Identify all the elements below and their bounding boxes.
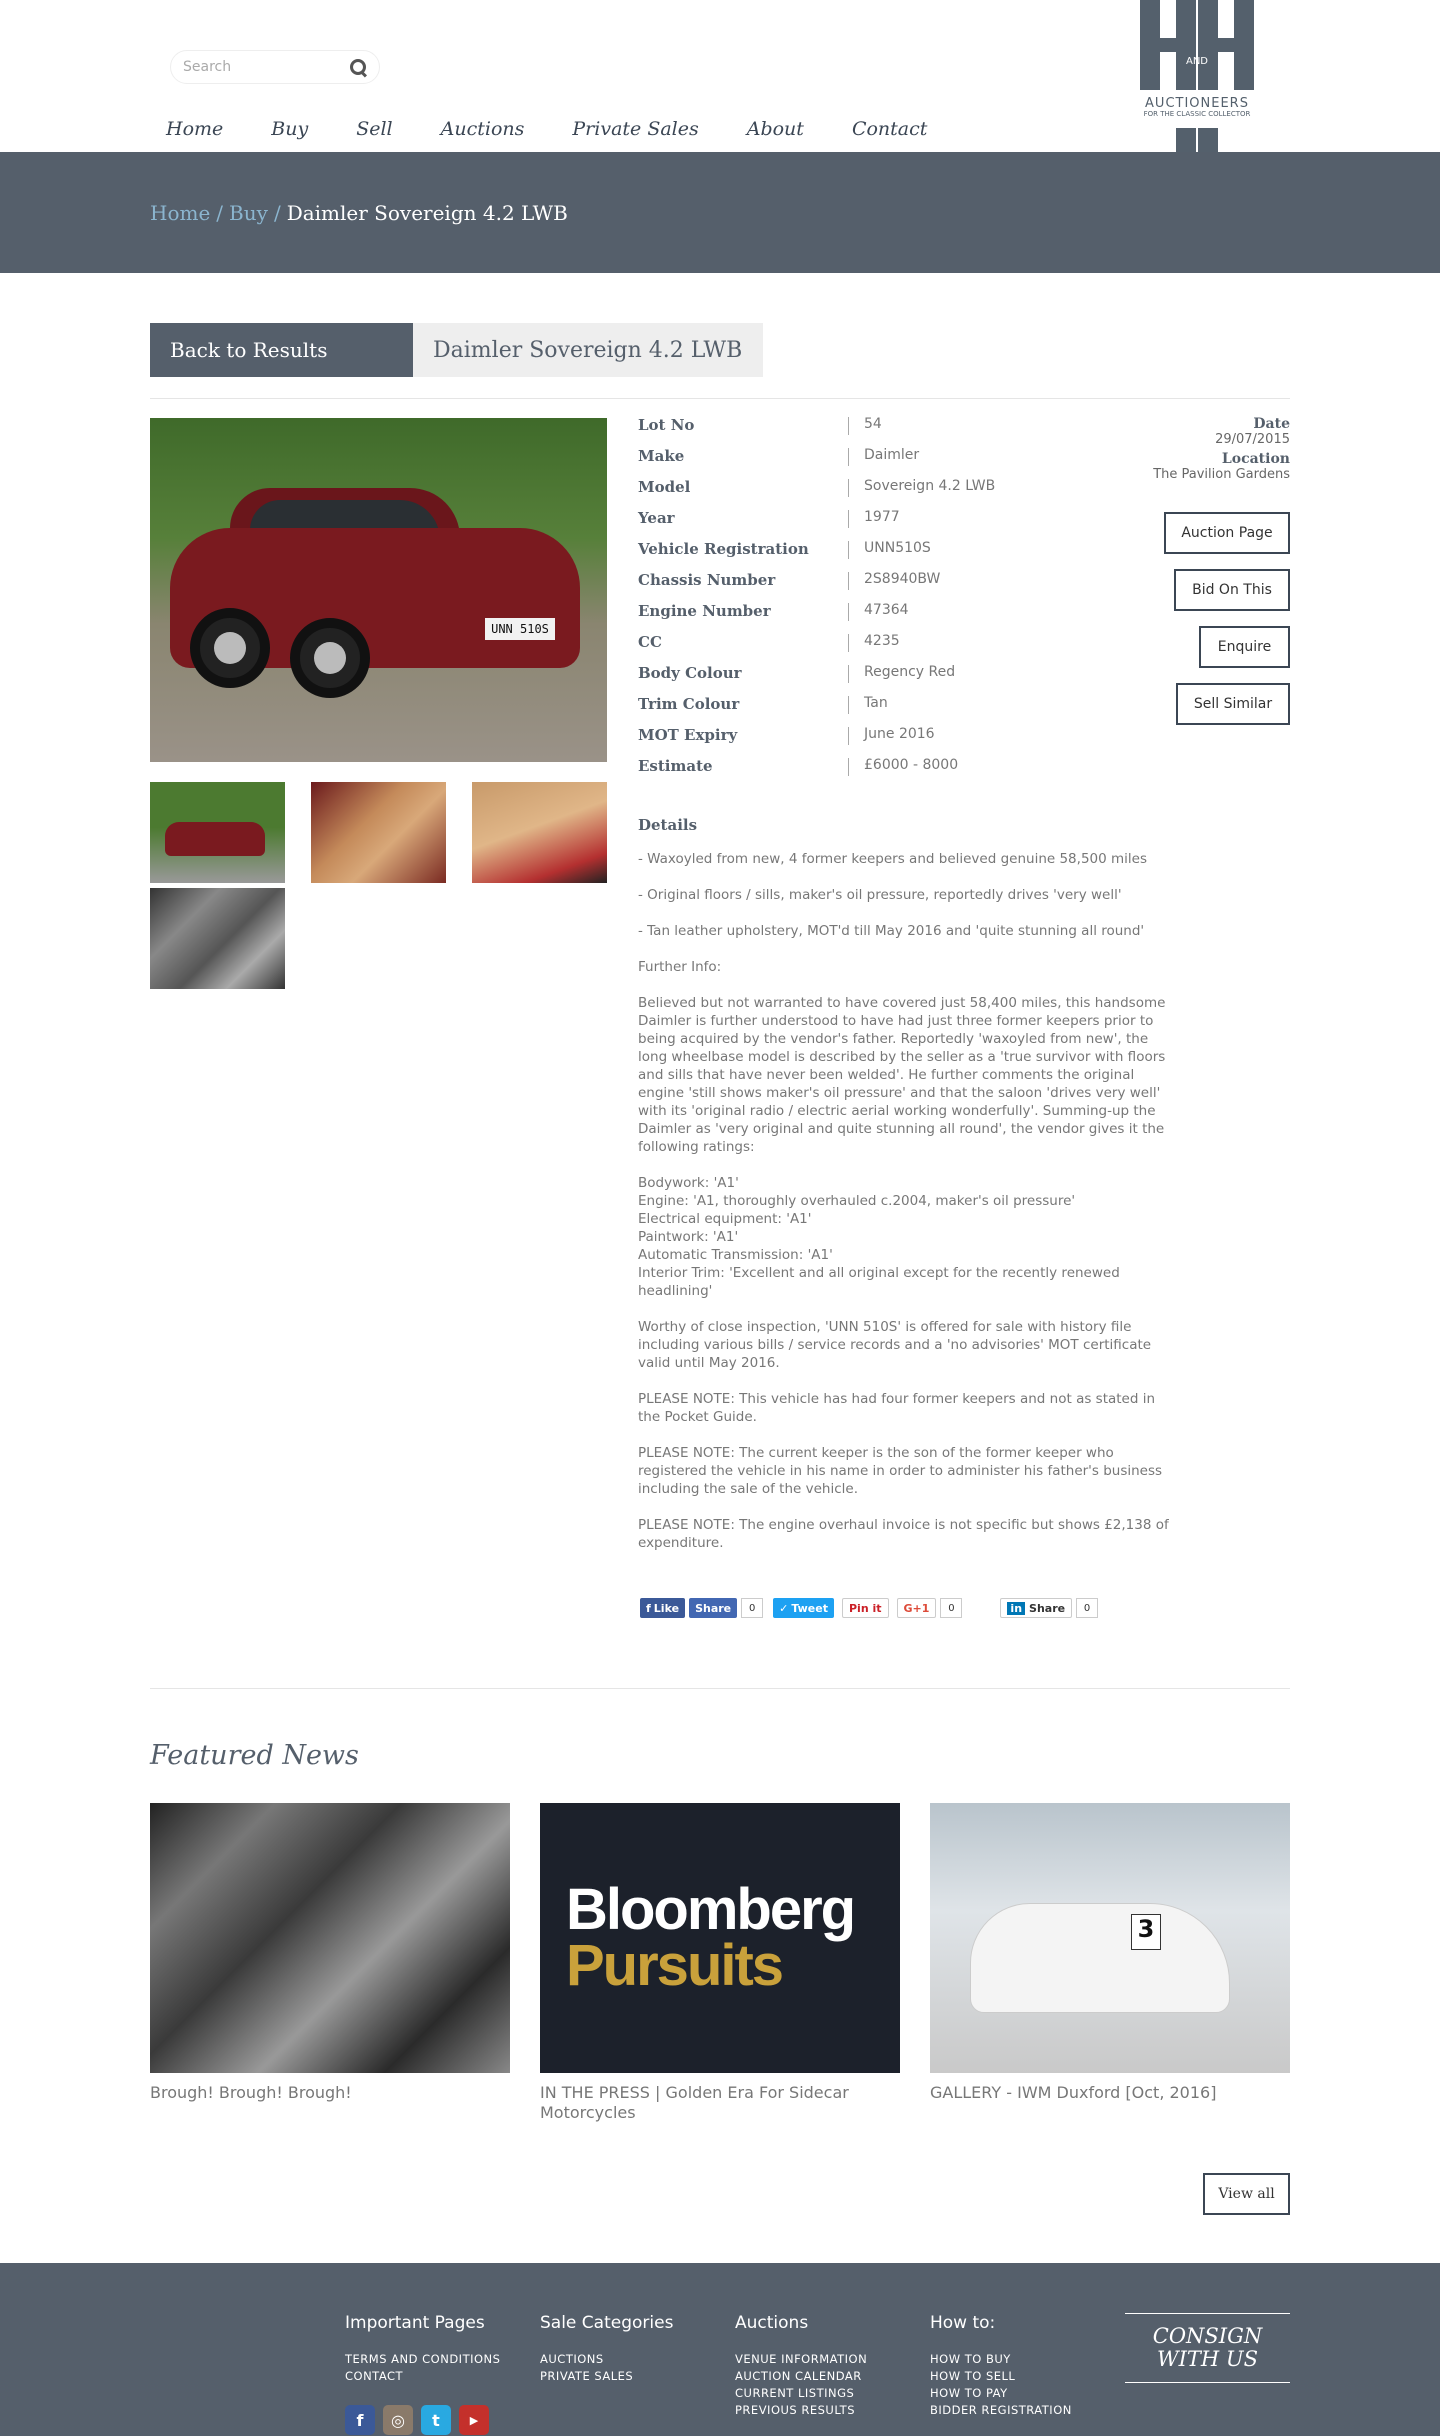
nav-home[interactable]: Home	[166, 118, 224, 140]
spec-value: UNN510S	[864, 540, 931, 556]
spec-row-engine	[638, 602, 995, 633]
spec-label: Year	[638, 509, 675, 527]
news-image[interactable]	[150, 1803, 510, 2073]
footer-link[interactable]: PREVIOUS RESULTS	[735, 2403, 855, 2417]
details-note: PLEASE NOTE: This vehicle has had four former keepers and not as stated in the Pocket Guide.	[638, 1391, 1156, 1425]
footer-link[interactable]: HOW TO SELL	[930, 2369, 1016, 2383]
share-bar	[640, 1598, 1098, 1618]
spec-label: Make	[638, 447, 685, 465]
spec-row-registration	[638, 540, 995, 571]
auction-page-button[interactable]: Auction Page	[1164, 512, 1290, 554]
nav-contact[interactable]: Contact	[851, 118, 928, 140]
footer-link[interactable]: CURRENT LISTINGS	[735, 2386, 855, 2400]
rating-item: Engine: 'A1, thoroughly overhauled c.2004, maker's oil pressure'	[638, 1193, 1076, 1209]
youtube-icon[interactable]: ▶	[459, 2405, 489, 2435]
details-bullet: - Tan leather upholstery, MOT'd till May 2016 and 'quite stunning all round'	[638, 923, 1145, 939]
spec-row-lot	[638, 416, 995, 447]
twitter-icon: ✓	[779, 1601, 789, 1615]
location-value: The Pavilion Gardens	[1153, 467, 1290, 482]
main-photo[interactable]	[150, 418, 607, 762]
footer-link[interactable]: CONTACT	[345, 2369, 404, 2383]
facebook-icon: f	[646, 1601, 651, 1615]
spec-value: Tan	[864, 695, 888, 711]
news-caption[interactable]: GALLERY - IWM Duxford [Oct, 2016]	[930, 2083, 1217, 2102]
thumbnail-exterior[interactable]	[150, 782, 285, 883]
spec-value: Daimler	[864, 447, 920, 463]
footer-social-icons	[345, 2405, 489, 2435]
details-bullet: - Waxoyled from new, 4 former keepers and believed genuine 58,500 miles	[638, 851, 1147, 867]
thumbnail-engine[interactable]	[150, 888, 285, 989]
site-footer	[0, 2263, 1440, 2436]
back-to-results-button[interactable]: Back to Results	[150, 323, 413, 377]
divider	[150, 398, 1290, 399]
car-wheel	[190, 608, 270, 688]
nav-about[interactable]: About	[746, 118, 804, 140]
footer-column-title: Important Pages	[345, 2313, 485, 2333]
details-heading: Details	[638, 816, 698, 834]
linkedin-count: 0	[1076, 1598, 1098, 1618]
facebook-count: 0	[741, 1598, 763, 1618]
logo-tagline: FOR THE CLASSIC COLLECTOR	[1143, 110, 1251, 118]
footer-column-sale-categories	[540, 2313, 673, 2385]
spec-label: Trim Colour	[638, 695, 740, 713]
spec-label: MOT Expiry	[638, 726, 738, 744]
spec-table	[638, 416, 995, 788]
pursuits-logo: Pursuits	[566, 1933, 783, 1998]
footer-link[interactable]: VENUE INFORMATION	[735, 2352, 868, 2366]
google-plus-button[interactable]: G+1	[897, 1598, 937, 1618]
facebook-share-button[interactable]: Share	[689, 1598, 737, 1618]
pinterest-button[interactable]: Pin it	[842, 1598, 889, 1618]
spec-label: Vehicle Registration	[638, 540, 809, 558]
title-row	[150, 323, 763, 377]
footer-link[interactable]: TERMS AND CONDITIONS	[345, 2352, 501, 2366]
spec-label: Engine Number	[638, 602, 771, 620]
rating-item: Electrical equipment: 'A1'	[638, 1211, 812, 1227]
consign-with-us-button[interactable]: CONSIGN WITH US	[1125, 2313, 1290, 2383]
spec-value: 54	[864, 416, 882, 432]
breadcrumb	[0, 152, 1440, 273]
facebook-like-button[interactable]: f Like	[640, 1598, 685, 1618]
breadcrumb-current: Daimler Sovereign 4.2 LWB	[286, 200, 568, 225]
news-card[interactable]	[930, 1803, 1290, 2103]
spec-label: Chassis Number	[638, 571, 776, 589]
search-input[interactable]	[183, 59, 343, 75]
auction-info	[1153, 416, 1290, 482]
spec-label: Lot No	[638, 416, 695, 434]
footer-column-title: Sale Categories	[540, 2313, 674, 2333]
nav-auctions[interactable]: Auctions	[440, 118, 525, 140]
nav-sell[interactable]: Sell	[356, 118, 393, 140]
footer-column-important	[345, 2313, 500, 2385]
spec-row-cc	[638, 633, 995, 664]
site-header	[0, 0, 1440, 152]
spec-row-body-colour	[638, 664, 995, 695]
date-value: 29/07/2015	[1215, 432, 1290, 447]
spec-label: Model	[638, 478, 691, 496]
spec-label: Body Colour	[638, 664, 742, 682]
location-label: Location	[1221, 451, 1290, 467]
enquire-button[interactable]: Enquire	[1199, 626, 1290, 668]
spec-value: Sovereign 4.2 LWB	[864, 478, 996, 494]
footer-column-title: Auctions	[735, 2313, 809, 2333]
rating-item: Interior Trim: 'Excellent and all original except for the recently renewed headlining'	[638, 1265, 1120, 1299]
spec-row-model	[638, 478, 995, 509]
details-bullet: - Original floors / sills, maker's oil pressure, reportedly drives 'very well'	[638, 887, 1122, 903]
view-all-button[interactable]: View all	[1203, 2173, 1290, 2215]
rating-item: Automatic Transmission: 'A1'	[638, 1247, 833, 1263]
linkedin-share-button[interactable]: in Share	[1000, 1598, 1072, 1618]
linkedin-icon: in	[1007, 1602, 1025, 1615]
ratings-list	[638, 1174, 1178, 1300]
rating-item: Paintwork: 'A1'	[638, 1229, 739, 1245]
footer-column-how-to	[930, 2313, 1072, 2419]
breadcrumb-separator: /	[273, 200, 281, 225]
footer-link[interactable]: HOW TO PAY	[930, 2386, 1008, 2400]
spec-label: Estimate	[638, 757, 713, 775]
details-note: PLEASE NOTE: The current keeper is the son of the former keeper who registered the vehicle in his name in order to administer his father's business including the sale of the vehicle.	[638, 1445, 1163, 1497]
news-image[interactable]	[930, 1803, 1290, 2073]
rating-item: Bodywork: 'A1'	[638, 1175, 739, 1191]
footer-column-title: How to:	[930, 2313, 996, 2333]
news-card[interactable]	[150, 1803, 510, 2103]
spec-label: CC	[638, 633, 662, 651]
spec-value: £6000 - 8000	[864, 757, 959, 773]
site-logo[interactable]	[1138, 0, 1256, 152]
footer-link[interactable]: AUCTIONS	[540, 2352, 604, 2366]
race-number: 3	[1131, 1914, 1161, 1950]
porsche-car	[970, 1903, 1230, 2013]
details-section	[638, 816, 1178, 1570]
spec-row-year	[638, 509, 995, 540]
main-nav	[166, 118, 975, 140]
news-image[interactable]	[540, 1803, 900, 2073]
logo-and: AND	[1185, 56, 1209, 67]
number-plate: UNN 510S	[485, 618, 555, 640]
bloomberg-logo: Bloomberg	[566, 1877, 855, 1942]
breadcrumb-home[interactable]: Home	[150, 200, 211, 225]
footer-column-auctions	[735, 2313, 867, 2419]
footer-link[interactable]: HOW TO BUY	[930, 2352, 1011, 2366]
instagram-icon[interactable]: ◎	[383, 2405, 413, 2435]
spec-value: 4235	[864, 633, 900, 649]
date-label: Date	[1253, 416, 1290, 432]
spec-row-make	[638, 447, 995, 478]
tweet-button[interactable]: ✓ Tweet	[773, 1598, 834, 1618]
thumbnail-interior-front[interactable]	[311, 782, 446, 883]
news-caption[interactable]: Brough! Brough! Brough!	[150, 2083, 352, 2102]
divider	[150, 1688, 1290, 1689]
breadcrumb-separator: /	[216, 200, 224, 225]
thumbnail-interior-rear[interactable]	[472, 782, 607, 883]
search-icon[interactable]	[349, 58, 367, 76]
spec-row-mot	[638, 726, 995, 757]
details-paragraph: Believed but not warranted to have covered just 58,400 miles, this handsome Daimler is further understood to have had just three former keepers prior to being acquired by the vendor's father. Reportedly 'waxoyled from new', the long wheelbase model is described by the seller as a 'true survivor with floors and sills that have never been welded'. He further comments the original engine 'still shows maker's oil pressure' and that the saloon 'drives very well' with its 'original radio / electric aerial working wonderfully'. Summing-up the Daimler as 'very original and quite stunning all round', the vendor gives it the following ratings:	[638, 995, 1166, 1155]
logo-name: AUCTIONEERS	[1145, 96, 1249, 111]
spec-value: June 2016	[864, 726, 935, 742]
spec-row-trim-colour	[638, 695, 995, 726]
bid-on-this-button[interactable]: Bid On This	[1174, 569, 1290, 611]
news-card[interactable]	[540, 1803, 900, 2123]
featured-news-title: Featured News	[150, 1740, 359, 1771]
details-paragraph: Worthy of close inspection, 'UNN 510S' is offered for sale with history file including various bills / service records and a 'no advisories' MOT certificate valid until May 2016.	[638, 1319, 1152, 1371]
footer-link[interactable]: AUCTION CALENDAR	[735, 2369, 862, 2383]
page-title: Daimler Sovereign 4.2 LWB	[413, 323, 763, 377]
car-wheel	[290, 618, 370, 698]
spec-row-estimate	[638, 757, 995, 788]
spec-value: 2S8940BW	[864, 571, 941, 587]
footer-link[interactable]: BIDDER REGISTRATION	[930, 2403, 1072, 2417]
breadcrumb-buy[interactable]: Buy	[229, 200, 268, 225]
sell-similar-button[interactable]: Sell Similar	[1176, 683, 1290, 725]
footer-link[interactable]: PRIVATE SALES	[540, 2369, 634, 2383]
google-plus-count: 0	[940, 1598, 962, 1618]
facebook-icon[interactable]: f	[345, 2405, 375, 2435]
spec-value: 1977	[864, 509, 900, 525]
nav-private-sales[interactable]: Private Sales	[572, 118, 699, 140]
nav-buy[interactable]: Buy	[271, 118, 309, 140]
search-box	[170, 50, 380, 84]
spec-value: 47364	[864, 602, 909, 618]
further-info-label: Further Info:	[638, 959, 722, 975]
details-note: PLEASE NOTE: The engine overhaul invoice is not specific but shows £2,138 of expenditure.	[638, 1517, 1169, 1551]
spec-value: Regency Red	[864, 664, 956, 680]
spec-row-chassis	[638, 571, 995, 602]
twitter-icon[interactable]: t	[421, 2405, 451, 2435]
news-caption[interactable]: IN THE PRESS | Golden Era For Sidecar Motorcycles	[540, 2083, 849, 2122]
